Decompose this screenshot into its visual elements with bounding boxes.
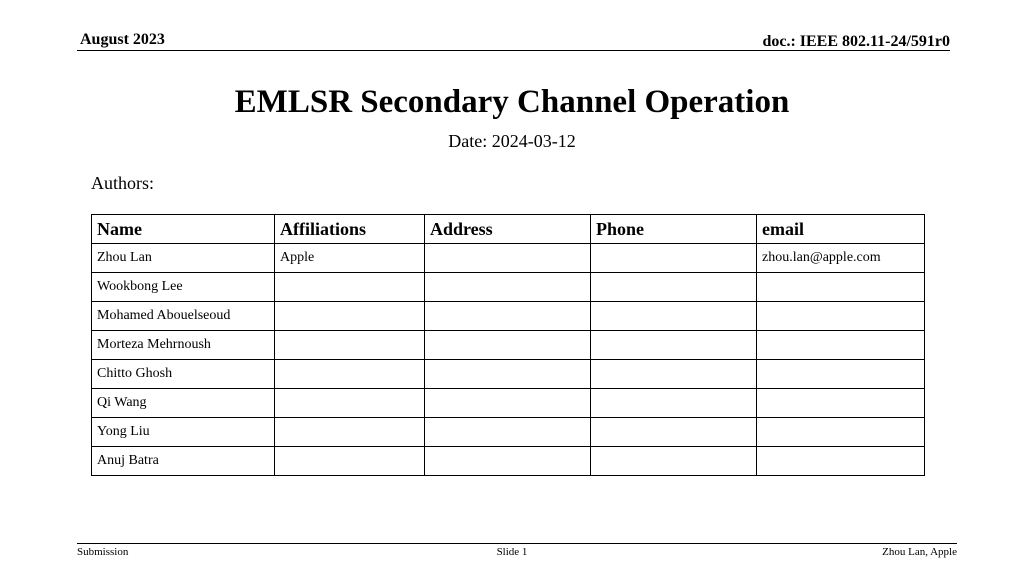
table-row: [92, 331, 925, 360]
author-affiliation: [275, 331, 425, 360]
slide-title: EMLSR Secondary Channel Operation: [234, 84, 790, 120]
author-address: [425, 302, 591, 331]
author-name: Morteza Mehrnoush: [92, 331, 275, 360]
author-email: [757, 360, 925, 389]
footer-submission: Submission: [77, 546, 129, 558]
author-phone: [591, 331, 757, 360]
author-email: [757, 389, 925, 418]
header-date: August 2023: [80, 31, 165, 48]
author-phone: [591, 418, 757, 447]
authors-label: Authors:: [91, 173, 154, 193]
author-name: Mohamed Abouelseoud: [92, 302, 275, 331]
author-name: Yong Liu: [92, 418, 275, 447]
author-phone: [591, 389, 757, 418]
author-email: [757, 273, 925, 302]
author-affiliation: [275, 389, 425, 418]
author-phone: [591, 360, 757, 389]
slide-date: Date: 2024-03-12: [448, 131, 576, 151]
authors-table: [91, 214, 925, 476]
author-address: [425, 360, 591, 389]
footer-divider: [77, 543, 957, 544]
author-name: Wookbong Lee: [92, 273, 275, 302]
author-name: Zhou Lan: [92, 244, 275, 273]
footer-author: Zhou Lan, Apple: [882, 546, 957, 558]
author-phone: [591, 447, 757, 476]
author-affiliation: [275, 418, 425, 447]
author-affiliation: [275, 302, 425, 331]
header-address: Address: [425, 215, 591, 244]
author-email: zhou.lan@apple.com: [757, 244, 925, 273]
author-address: [425, 418, 591, 447]
table-header-row: [92, 215, 925, 244]
table-row: [92, 244, 925, 273]
author-email: [757, 302, 925, 331]
author-name: Qi Wang: [92, 389, 275, 418]
author-affiliation: [275, 447, 425, 476]
author-affiliation: Apple: [275, 244, 425, 273]
header-divider: [77, 50, 950, 51]
author-email: [757, 447, 925, 476]
author-phone: [591, 244, 757, 273]
author-address: [425, 273, 591, 302]
author-address: [425, 447, 591, 476]
author-email: [757, 418, 925, 447]
table-row: [92, 273, 925, 302]
header-doc-id: doc.: IEEE 802.11-24/591r0: [762, 33, 950, 50]
author-address: [425, 244, 591, 273]
author-email: [757, 331, 925, 360]
author-address: [425, 331, 591, 360]
table-row: [92, 447, 925, 476]
header-affiliations: Affiliations: [275, 215, 425, 244]
author-phone: [591, 273, 757, 302]
table-row: [92, 302, 925, 331]
table-row: [92, 389, 925, 418]
table-row: [92, 418, 925, 447]
footer-slide-number: Slide 1: [496, 546, 528, 558]
author-name: Chitto Ghosh: [92, 360, 275, 389]
author-name: Anuj Batra: [92, 447, 275, 476]
header-name: Name: [92, 215, 275, 244]
header-email: email: [757, 215, 925, 244]
author-address: [425, 389, 591, 418]
author-affiliation: [275, 360, 425, 389]
author-phone: [591, 302, 757, 331]
table-row: [92, 360, 925, 389]
header-phone: Phone: [591, 215, 757, 244]
author-affiliation: [275, 273, 425, 302]
